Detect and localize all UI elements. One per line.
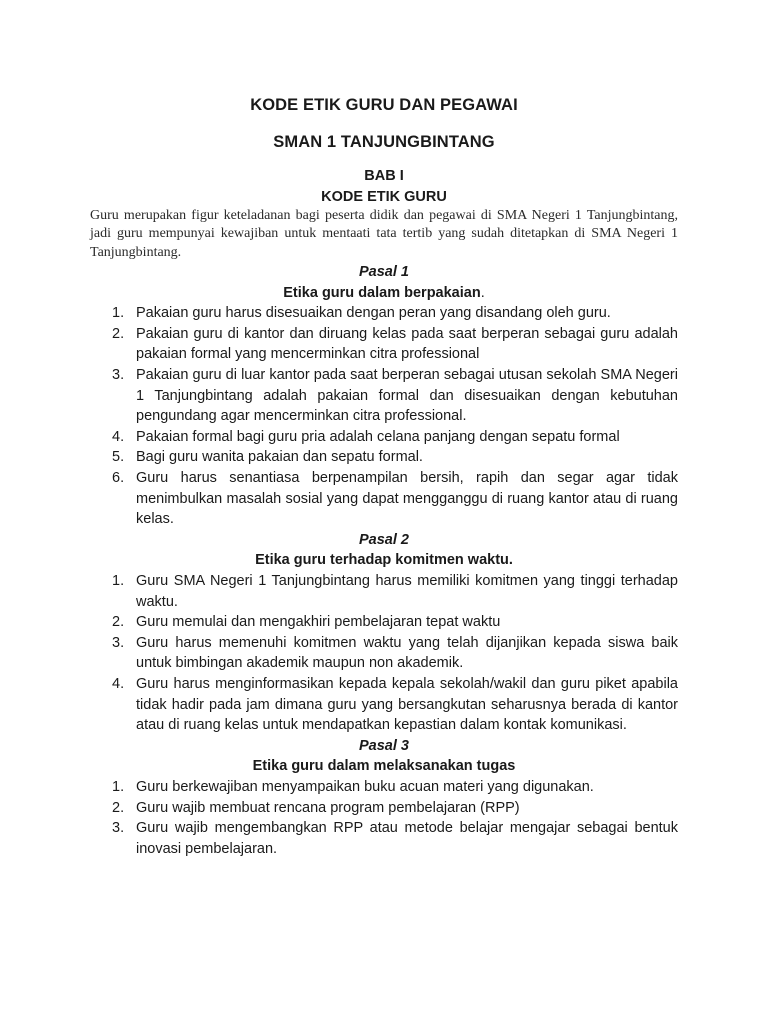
intro-paragraph: Guru merupakan figur keteladanan bagi peserta didik dan pegawai di SMA Negeri 1 Tanjungbintang, jadi guru mempunyai kewajiban untuk mentaati tata tertib yang sudah ditetapkan di SMA Negeri 1 Tanjungbintang. <box>90 208 678 260</box>
list-item-text: Pakaian guru di luar kantor pada saat berperan sebagai utusan sekolah SMA Negeri 1 Tanjungbintang adalah pakaian formal dan disesuaikan dengan kebutuhan pengundang agar mencerminkan citra professional. <box>136 367 678 425</box>
list-item <box>90 365 678 427</box>
list-item-text: Guru wajib mengembangkan RPP atau metode belajar mengajar sebagai bentuk inovasi pembelajaran. <box>136 820 678 857</box>
article-subtitle <box>90 550 678 571</box>
list-item-number: 1. <box>112 778 125 795</box>
list-item <box>90 571 678 612</box>
chapter-number: BAB I <box>364 168 404 184</box>
list-item-text: Guru harus menginformasikan kepada kepala sekolah/wakil dan guru piket apabila tidak hadir pada jam dimana guru yang bersangkutan seharusnya berada di kantor atau di ruang kelas untuk mendapatkan kepastian dalam kontak komunikasi. <box>136 675 678 734</box>
article-label: Pasal 3 <box>359 737 409 754</box>
list-item-text: Pakaian formal bagi guru pria adalah celana panjang dengan sepatu formal <box>136 428 620 445</box>
list-item-number: 3. <box>112 820 125 837</box>
article-subtitle-text: Etika guru dalam melaksanakan tugas <box>252 758 516 775</box>
list-item-text: Guru wajib membuat rencana program pembelajaran (RPP) <box>136 799 520 816</box>
list-item-text: Guru berkewajiban menyampaikan buku acuan materi yang digunakan. <box>136 778 594 795</box>
list-item-text: Guru SMA Negeri 1 Tanjungbintang harus memiliki komitmen yang tinggi terhadap waktu. <box>136 572 678 610</box>
article-subtitle-text: Etika guru terhadap komitmen waktu. <box>255 552 513 569</box>
list-item <box>90 612 678 633</box>
list-item-number: 4. <box>112 675 125 692</box>
list-item-number: 3. <box>112 634 125 651</box>
chapter-title: KODE ETIK GURU <box>321 188 447 205</box>
list-item-number: 2. <box>112 325 125 342</box>
list-item <box>90 447 678 468</box>
list-item <box>90 633 678 674</box>
document-body <box>90 166 678 859</box>
list-item-number: 1. <box>112 572 125 589</box>
list-item-number: 3. <box>112 367 125 384</box>
article-subtitle-text: Etika guru dalam berpakaian <box>283 284 481 301</box>
article-item-list <box>90 777 678 859</box>
article-label: Pasal 1 <box>359 264 409 281</box>
article-subtitle-suffix: . <box>480 284 485 301</box>
list-item <box>90 468 678 530</box>
list-item-text: Guru harus memenuhi komitmen waktu yang telah dijanjikan kepada siswa baik untuk bimbingan akademik maupun non akademik. <box>136 634 678 672</box>
school-name: SMAN 1 TANJUNGBINTANG <box>273 133 495 151</box>
list-item <box>90 777 678 798</box>
list-item-text: Guru harus senantiasa berpenampilan bersih, rapih dan segar agar tidak menimbulkan masalah sosial yang dapat mengganggu di ruang kantor atau di ruang kelas. <box>136 470 678 528</box>
list-item <box>90 674 678 736</box>
document-title: KODE ETIK GURU DAN PEGAWAI <box>250 96 518 114</box>
article-subtitle <box>90 283 678 304</box>
list-item-number: 4. <box>112 428 125 445</box>
list-item <box>90 324 678 365</box>
article-label: Pasal 2 <box>359 531 409 548</box>
list-item-number: 5. <box>112 449 125 466</box>
article-2 <box>90 530 678 736</box>
list-item <box>90 818 678 859</box>
list-item-number: 2. <box>112 614 125 631</box>
list-item-text: Guru memulai dan mengakhiri pembelajaran tepat waktu <box>136 614 501 631</box>
list-item <box>90 798 678 819</box>
article-1 <box>90 262 678 530</box>
list-item-text: Pakaian guru harus disesuaikan dengan peran yang disandang oleh guru. <box>136 305 611 322</box>
article-item-list <box>90 571 678 736</box>
list-item-number: 2. <box>112 799 125 816</box>
article-subtitle <box>90 756 678 777</box>
list-item-text: Pakaian guru di kantor dan diruang kelas pada saat berperan sebagai guru adalah pakaian formal yang mencerminkan citra professional <box>136 325 678 363</box>
list-item <box>90 427 678 448</box>
article-item-list <box>90 303 678 530</box>
list-item-number: 1. <box>112 305 125 322</box>
list-item-text: Bagi guru wanita pakaian dan sepatu formal. <box>136 449 423 466</box>
article-3 <box>90 736 678 860</box>
list-item <box>90 303 678 324</box>
list-item-number: 6. <box>112 470 125 487</box>
